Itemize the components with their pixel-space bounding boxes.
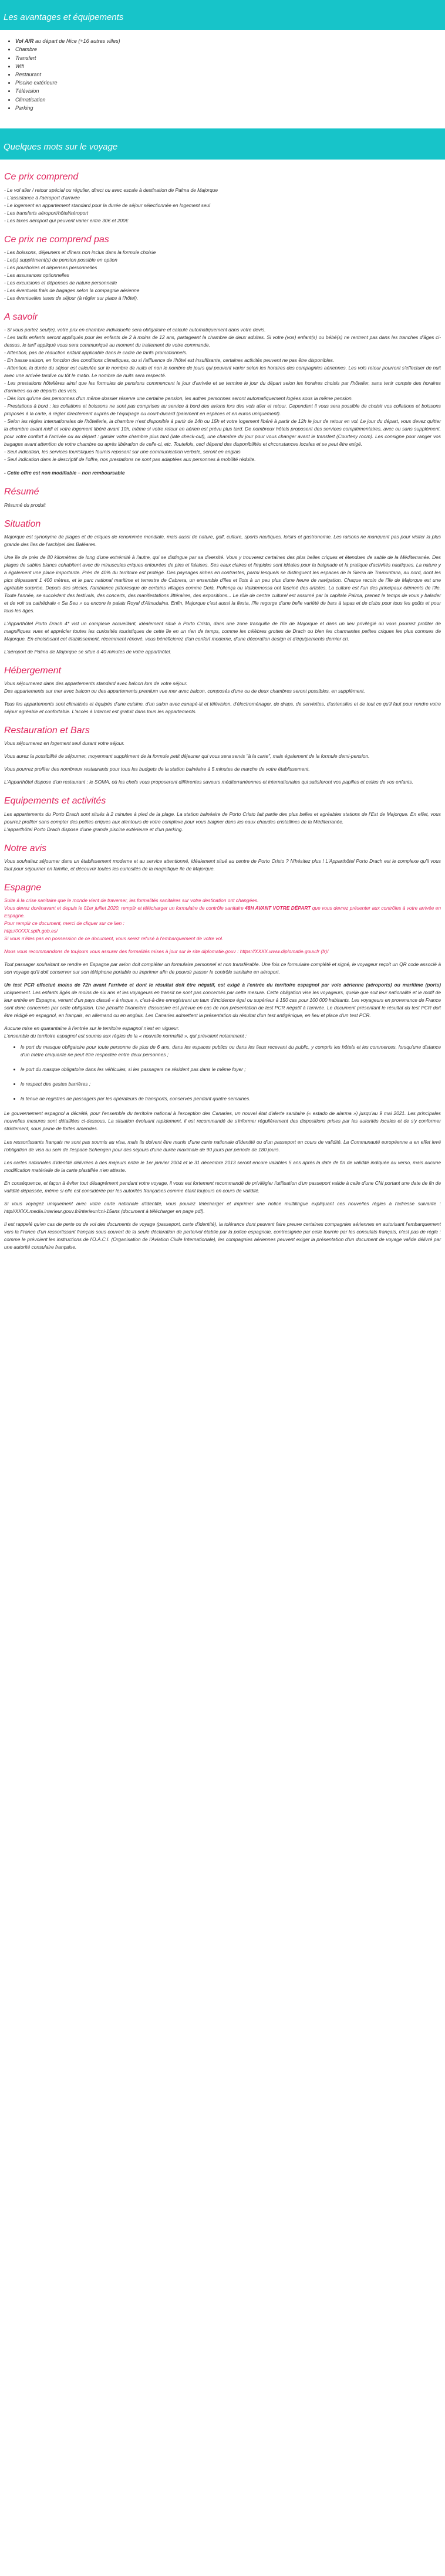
paragraph: Les appartements du Porto Drach sont situés à 2 minutes à pied de la plage. La station balnéaire de Porto Cristo fait partie des plus belles et agréables stations de l'Est de Majorque. En effet, vous pourrez profiter sans compter des petites criques aux alentours de votre complexe pour vous baigner dans les eaux chaudes cristallines de la Méditerranée. L'apparthôtel Porto Drach dispose d'une grande piscine extérieure et d'un parking.	[4, 811, 441, 832]
included-list	[4, 187, 441, 225]
dining-heading: Restauration et Bars	[4, 726, 90, 736]
equipment-body	[4, 811, 441, 833]
situation-heading: Situation	[4, 518, 41, 529]
paragraph: Majorque est synonyme de plages et de criques de renommée mondiale, mais aussi de nature, golf, culture, sports nautiques, loisirs et gastronomie. Les raisons ne manquent pas pour visiter la plus grande des îles de l'archipel des Baléares.	[4, 533, 441, 547]
lodging-heading: Hébergement	[4, 665, 61, 676]
paragraph: Vous souhaitez séjourner dans un établissement moderne et au service attentionné, idéalement situé au centre de Porto Cristo ? N'hésitez plus ! L'Apparthôtel Porto Drach est le complexe qu'il vous faut pour séjourner en famille, et découvrir toutes les curiosités de la magnifique île de Majorque.	[4, 857, 441, 872]
amenities-title: Les avantages et équipements	[4, 12, 124, 22]
line-item: - En basse saison, en fonction des conditions climatiques, ou si l'affluence de l'hôtel est insuffisante, certaines activités peuvent ne pas être disponibles.	[4, 357, 335, 364]
amenity-item	[15, 45, 445, 53]
amenity-item	[15, 62, 445, 70]
amenity-label: Piscine extérieure	[15, 80, 58, 86]
line-item: - Prestations à bord : les collations et boissons ne sont pas comprises au service à bord des avions lors des vols aller et retour. Cependant il vous sera possible de choisir vos collations et boissons proposés à la carte, à régler directement auprès de l'équipage ou court-ducard (paiement en espèces et en euros uniquement).	[4, 403, 441, 417]
know-list	[4, 326, 441, 463]
amenities-list	[0, 30, 445, 118]
line-item: - Les transferts aéroport/hôtel/aéroport	[4, 209, 89, 216]
amenity-item	[15, 37, 445, 45]
sanitary-form-post: que vous devrez présenter aux contrôles à votre arrivée en Espagne. Pour remplir ce document, merci de cliquer sur ce lien : http://XXXX.spth.gob.es/ Si vous n'êtes pas en possession de ce document, vous serez refusé à l'embarquement de votre vol.	[4, 905, 441, 942]
dining-body	[4, 740, 441, 786]
measure-item: • le port du masque obligatoire dans les véhicules, si les passagers ne résident pas dans le même foyer ;	[21, 1066, 441, 1073]
paragraph: Vous pourrez profiter des nombreux restaurants pour tous les budgets de la station balnéaire à 5 minutes de marche de votre établissement.	[4, 766, 310, 772]
paragraph: Tous les appartements sont climatisés et équipés d'une cuisine, d'un salon avec canapé-lit et télévision, d'électroménager, de draps, de serviettes, d'ustensiles et de tout ce qu'il faut pour rendre votre séjour agréable et confortable. L'accès à Internet est gratuit dans tous les appartements.	[4, 701, 441, 715]
amenity-label: au départ de Nice (+16 autres villes)	[33, 38, 120, 45]
amenity-label: Restaurant	[15, 72, 42, 78]
line-item: - Les excursions et dépenses de nature personnelle	[4, 279, 117, 286]
line-item: - Les prestations hôtelières ainsi que les formules de pensions commencent le jour d'arrivée et se termine le jour du départ selon les horaires choisis par l'hôtelier, sans tenir compte des horaires d'arrivées ou de départs des vols.	[4, 380, 441, 394]
line-item: - Les pourboires et dépenses personnelles	[4, 264, 97, 270]
paragraph: Vous séjournerez dans des appartements standard avec balcon lors de votre séjour. Des appartements sur mer avec balcon ou des appartements premium vue mer avec balcon, composés d'une ou de deux chambres seront possibles, en supplément.	[4, 680, 365, 694]
paragraph: Si vous voyagez uniquement avec votre carte nationale d'identité, vous pouvez télécharger et imprimer une notice multilingue expliquant ces nouvelles règles à l'adresse suivante : http//XXXX.media.interieur.gouv.fr/interieur/cni-15ans (document à télécharger en page pdf).	[4, 1200, 441, 1214]
paragraph: L'Apparthôtel Porto Drach 4* vist un complexe accueillant, idéalement situé à Porto Cristo, dans une zone tranquille de l'île de Majorque et dans un lieu privilégié où vous pourrez profiter de magnifiques vues et apprécier toutes les curiosités touristiques de cette île en un rien de temps, comme les célèbres grottes de Drach ou bien les charmantes petites criques les plus connues de Majorque. En choisissant cet établissement, récemment rénové, vous bénéficierez d'un confort moderne, d'une décoration design et d'équipements dernier cri.	[4, 620, 441, 642]
amenity-bold: Vol A/R	[15, 38, 34, 45]
paragraph: L'aéroport de Palma de Majorque se situe à 40 minutes de votre apparthôtel.	[4, 648, 171, 655]
measure-item: • le respect des gestes barrières ;	[21, 1080, 441, 1088]
paragraph: En conséquence, et façon à éviter tout désagrément pendant votre voyage, il vous est fortement recommandé de privilégier l'utilisation d'un passeport valide à celle d'une CNI portant une date de fin de validité dépassée, même si elle est considérée par les autorités françaises comme étant toujours en cours de validité.	[4, 1179, 441, 1194]
pcr-test-bold: Un test PCR effectué moins de 72h avant l'arrivée et dont le résultat doit être négatif, est exigé à l'entrée du territoire espagnol par voie aérienne (aéroports) ou maritime (ports)	[4, 982, 441, 988]
paragraph: L'Apparthôtel dispose d'un restaurant : le SOMA, où les chefs vous proposeront différentes saveurs méditerranéennes et internationales qui satisferont vos papilles et celles de vos enfants.	[4, 779, 413, 785]
included-heading: Ce prix comprend	[4, 172, 79, 182]
measure-item: • le port du masque obligatoire pour toute personne de plus de 6 ans, dans les espaces publics ou dans les lieux recevant du public, y compris les hôtels et les commerces, lorsqu'une distance d'un mètre cinquante ne peut être respectée entre deux personnes ;	[21, 1043, 441, 1059]
amenity-item	[15, 87, 445, 95]
amenity-item	[15, 70, 445, 79]
amenity-label: Parking	[15, 104, 33, 111]
sanitary-form-deadline: 48H AVANT VOTRE DÉPART	[245, 905, 311, 911]
trip-content	[0, 160, 445, 1262]
line-item: - Les assurances optionnelles	[4, 272, 69, 278]
notice-heading: Notre avis	[4, 843, 47, 853]
sanitary-form-notice	[4, 897, 441, 943]
paragraph: Les cartes nationales d'identité délivrées à des majeurs entre le 1er janvier 2004 et le 31 décembre 2013 seront encore valables 5 ans après la date de fin de validité indiquée au verso, mais aucune modification matérielle de la carte plastifiée n'en atteste.	[4, 1159, 441, 1173]
know-heading: A savoir	[4, 311, 38, 322]
summary-text: Résumé du produit	[4, 501, 46, 508]
spain-paragraphs	[4, 1110, 441, 1250]
measures-list	[4, 1043, 441, 1103]
amenity-label: Télévision	[15, 88, 39, 94]
qr-code-text: Tout passager souhaitant se rendre en Espagne par avion doit compléter un formulaire personnel et non transférable. Une fois ce formulaire complété et signé, le voyageur reçoit un QR code associé à son voyage qu'il doit conserver sur son téléphone portable ou imprimer afin de pouvoir passer le contrôle sanitaire en aéroport.	[4, 961, 441, 975]
measures-intro: Aucune mise en quarantaine à l'entrée sur le territoire espagnol n'est en vigueur. L'ensemble du territoire espagnol est soumis aux règles de la « nouvelle normalité », qui prévoient notamment :	[4, 1025, 247, 1039]
line-item: - Si vous partez seul(e), votre prix en chambre individuelle sera obligatoire et calculé automatiquement dans votre devis.	[4, 327, 266, 333]
amenity-item	[15, 54, 445, 62]
line-item: - Le vol aller / retour spécial ou régulier, direct ou avec escale à destination de Palma de Majorque	[4, 187, 218, 193]
paragraph: Vous séjournerez en logement seul durant votre séjour.	[4, 740, 125, 747]
line-item: - Les éventuels frais de bagages selon la compagnie aérienne	[4, 287, 140, 293]
amenity-label: Wifi	[15, 63, 24, 69]
summary-heading: Résumé	[4, 487, 39, 497]
excluded-list	[4, 249, 441, 302]
amenity-label: Transfert	[15, 55, 36, 61]
line-item: - Le(s) supplément(s) de pension possible en option	[4, 256, 117, 263]
paragraph: Les ressortissants français ne sont pas soumis au visa, mais ils doivent être munis d'une carte nationale d'identité ou d'un passeport en cours de validité. La Communauté européenne a en effet levé l'obligation de visa au sein de l'espace Schengen pour des séjours d'une durée maximale de 90 jours par période de 180 jours.	[4, 1138, 441, 1153]
line-item: - Les boissons, déjeuners et dîners non inclus dans la formule choisie	[4, 249, 156, 255]
line-item: - Seul indication, les services touristiques fournis reposant sur une communication verbale, seront en anglais	[4, 449, 241, 455]
line-item: - Les éventuelles taxes de séjour (à régler sur place à l'hôtel).	[4, 294, 139, 301]
line-item: - Attention, pas de réduction enfant applicable dans le cadre de tarifs promotionnels.	[4, 350, 188, 356]
amenity-item	[15, 79, 445, 87]
trip-banner	[0, 128, 445, 160]
paragraph: Le gouvernement espagnol a décrété, pour l'ensemble du territoire national à l'exception des Canaries, un nouvel état d'alerte sanitaire (« estado de alarma ») jusqu'au 9 mai 2021. Les principales nouvelles mesures sont détaillées ci-dessous. La situation évoluant rapidement, il est recommandé de s'informer régulièrement des dispositions prises par les autorités locales et de s'y conformer strictement, sous peine de fortes amendes.	[4, 1110, 441, 1132]
pcr-test-rest: uniquement. Les enfants âgés de moins de six ans et les voyageurs en transit ne sont pas concernés par cette mesure. Cette obligation vise les voyageurs, quelle que soit leur nationalité et le motif de leur entrée en Espagne, venant d'un pays classé « à risque », c'est-à-dire enregistrant un taux d'incidence égal ou supérieur à 150 cas pour 100 000 habitants. Les voyageurs en provenance de France sont donc concernés par cette obligation. Une pénalité financière dissuasive est prévue en cas de non présentation de test PCR négatif à l'arrivée. Le document présentant le résultat du test PCR doit être rédigé en espagnol, en français, en allemand ou en anglais. Les Canaries admettent la présentation du résultat d'un test antigénique, en lieu et place d'un test PCR.	[4, 989, 441, 1019]
amenities-banner	[0, 0, 445, 30]
line-item: - L'assistance à l'aéroport d'arrivée	[4, 194, 80, 201]
amenity-label: Chambre	[15, 46, 38, 53]
measure-item: • la tenue de registres de passagers par les opérateurs de transports, conservés pendant quatre semaines.	[21, 1095, 441, 1103]
notice-body	[4, 857, 441, 873]
line-item: - Selon les règles internationales de l'hôtellerie, la chambre n'est disponible à partir de 14h ou 15h et votre logement libéré à partir de 12h le jour de retour en vol. Le jour du départ, vous devez quitter la chambre avant midi et votre logement libéré avant 10h, même si votre retour en aérien est prévu plus tard. De nombreux hôtels proposent des services complémentaires, avec ou sans supplément, pour votre confort à l'arrivée ou au départ : garder votre chambre plus tard (late check-out), une chambre du jour pour vous changer avant le transfert (Courtesy room). Les consigne pour ranger vos bagages avant attention de votre chambre ou après libération de celle-ci, etc. Toutefois, ceci dépend des disponibilités et circonstances locales et se peut être exigé.	[4, 418, 441, 448]
paragraph: Il est rappelé qu'en cas de perte ou de vol des documents de voyage (passeport, carte d'identité), la tolérance dont peuvent faire preuve certaines compagnies aériennes en autorisant l'embarquement vers la France d'un ressortissant français sous couvert de la seule déclaration de perte/vol établie par la police espagnole, contresignée par celle fournie par les consulats français, n'est pas de règle : comme le prévoient les instructions de l'O.A.C.I. (Organisation de l'Aviation Civile Internationale), les compagnies aériennes peuvent exiger la présentation d'un document de voyage valide délivré par une autorité consulaire française.	[4, 1221, 441, 1250]
line-item: - Seul indication dans le descriptif de l'offre, nos prestations ne sont pas adaptées aux personnes à mobilité réduite.	[4, 456, 256, 463]
pcr-test-text	[4, 981, 441, 1019]
paragraph: Une île de près de 80 kilomètres de long d'une extrémité à l'autre, qui se distingue par sa diversité. Vous y trouverez certaines des plus belles criques et étendues de sable de la Méditerranée. Des plages de sables blancs cohabitent avec de minuscules criques entourées de pins et falaises. Ses eaux claires et limpides sont idéales pour la baignade et la pratique d'activités nautiques. La nature y a également une place importante. Près de 40% du territoire est protégé. Des paysages riches en contrastes, parmi lesquels se distinguent les espaces de la Sierra de Tramuntana, au nord, dont les pics dépassent 1 400 mètres, et le parc national maritime et terrestre de Cabrera, un ensemble d'îles et îlots à un peu plus d'une heure de navigation. Chaque recoin de l'île de Majorque est une agréable surprise. Depuis des siècles, l'ambiance pittoresque de certains villages comme Deià, Pollença ou Valldemossa ont fasciné des artistes. La culture est l'un des principaux éléments de l'île. Toute l'année, se succèdent des festivals, des concerts, des manifestations littéraires, des expositions... Le rôle de centre culturel est assumé par la capitale Palma, prenez le temps de vous y balader et de voir sa cathédrale « Sa Seu » ou encore le palais Royal d'Almudaina. Enfin, Majorque c'est aussi la fiesta, l'île regorge d'une belle variété de bars à tapas et de clubs pour tous les goûts et pour tous les âges.	[4, 554, 441, 614]
line-item: - Les taxes aéroport qui peuvent varier entre 30€ et 200€	[4, 217, 129, 223]
sanitary-form-pre: Suite à la crise sanitaire que le monde vient de traverser, les formalités sanitaires sur votre destination ont changées. Vous devez dorénavant et depuis le 01er juillet 2020, remplir et télécharger un formulaire de contrôle sanitaire	[4, 897, 259, 911]
lodging-body	[4, 680, 441, 716]
line-item: - Attention, la durée du séjour est calculée sur le nombre de nuits et non le nombre de jours qui peuvent varier selon les horaires des compagnies aériennes. Les vols retour pourront s'effectuer de nuit avec une arrivée tardive ou tôt le matin. Le nombre de nuits sera respecté.	[4, 365, 441, 379]
non-refundable-note: - Cette offre est non modifiable – non remboursable	[4, 470, 125, 476]
amenity-item	[15, 104, 445, 112]
line-item: - Les tarifs enfants seront appliqués pour les enfants de 2 à moins de 12 ans, partageant la chambre de deux adultes. Si votre (vos) enfant(s) ou bébé(s) ne rentrent pas dans les tranches d'âges ci-dessus, le tarif appliqué vous sera communiqué au moment du traitement de votre commande.	[4, 334, 441, 348]
excluded-heading: Ce prix ne comprend pas	[4, 234, 109, 245]
line-item: - Dès lors qu'une des personnes d'un même dossier réserve une certaine pension, les autres personnes seront automatiquement logées sous la même pension.	[4, 395, 353, 402]
equipment-heading: Equipements et activités	[4, 796, 106, 806]
situation-body	[4, 533, 441, 656]
trip-title: Quelques mots sur le voyage	[4, 142, 118, 152]
spain-body	[4, 897, 441, 1251]
line-item: - Le logement en appartement standard pour la durée de séjour sélectionnée en logement seul	[4, 202, 211, 208]
diplomatie-link-notice[interactable]: Nous vous recommandons de toujours vous assurer des formalités mises à jour sur le site diplomatie.gouv : https://XXXX.www.diplomatie.gouv.fr (fr)/	[4, 948, 329, 955]
amenity-label: Climatisation	[15, 96, 46, 103]
spain-heading: Espagne	[4, 882, 42, 893]
amenity-item	[15, 96, 445, 104]
paragraph: Vous aurez la possibilité de séjourner, moyennant supplément de la formule petit déjeuner qui vous sera servis "à la carte", mais également de la formule demi-pension.	[4, 753, 370, 760]
